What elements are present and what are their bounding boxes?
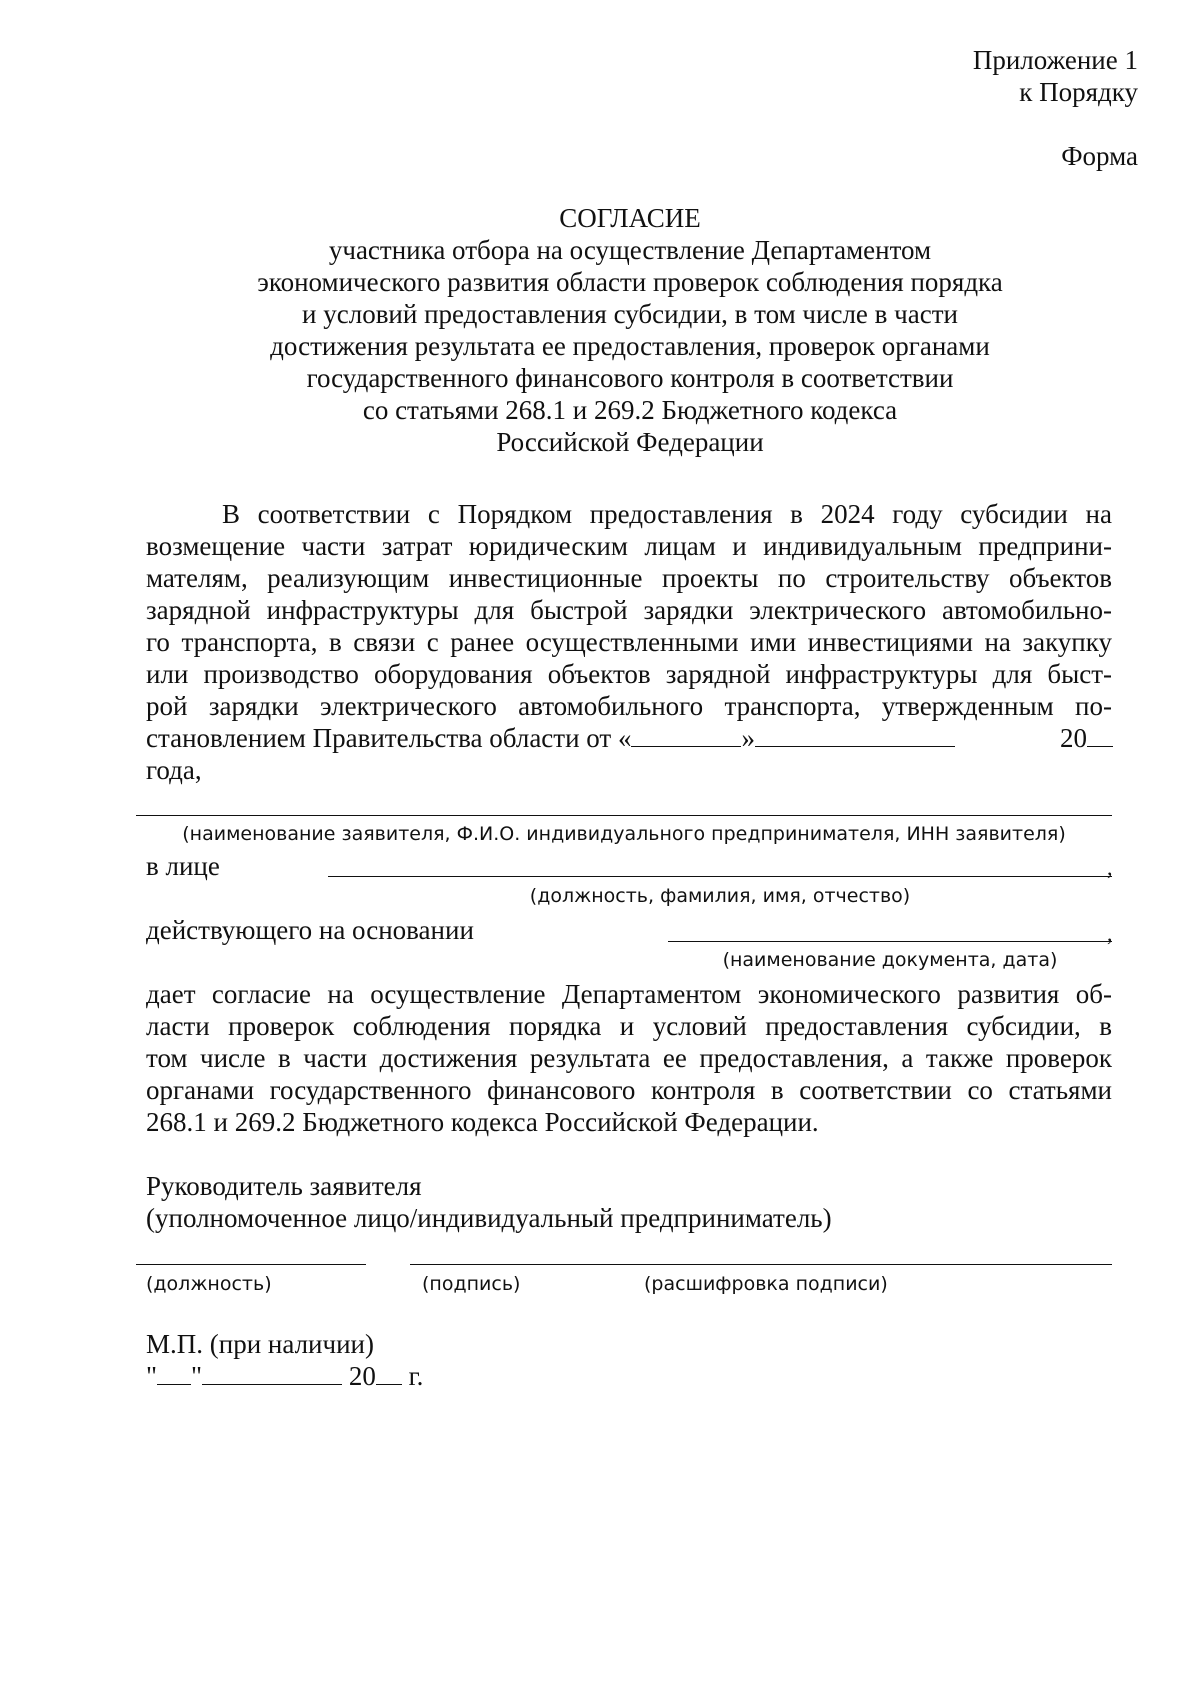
paragraph-line: мателям, реализующим инвестиционные проекты по строительству объектов <box>146 563 1112 593</box>
in-person-comma: , <box>1107 855 1113 880</box>
in-person-label: в лице <box>146 851 220 881</box>
position-caption: (должность) <box>146 1273 272 1295</box>
paragraph-line: В соответствии с Порядком предоставления в 2024 году субсидии на <box>222 499 1112 529</box>
title-line: участника отбора на осуществление Департаментом <box>328 235 932 265</box>
title-line: достижения результата ее предоставления, проверок органами <box>270 331 990 361</box>
title-line: государственного финансового контроля в соответствии <box>306 363 954 393</box>
signature-field[interactable] <box>410 1264 1112 1265</box>
paragraph-line: или производство оборудования объектов зарядной инфраструктуры для быст- <box>146 659 1112 689</box>
year-word: года, <box>146 755 202 785</box>
acting-comma: , <box>1107 921 1113 946</box>
title-line: экономического развития области проверок соблюдения порядка <box>257 267 1003 297</box>
consent-last-line: 268.1 и 269.2 Бюджетного кодекса Российской Федерации. <box>146 1107 819 1137</box>
title-heading: СОГЛАСИЕ <box>559 203 701 233</box>
head-sublabel: (уполномоченное лицо/индивидуальный предприниматель) <box>146 1203 832 1233</box>
date-suffix: г. <box>408 1361 424 1391</box>
stamp-label: М.П. (при наличии) <box>146 1329 374 1359</box>
date-quote-open: " <box>146 1361 158 1391</box>
date-day-blank[interactable] <box>157 1360 191 1385</box>
quote-close: » <box>741 723 755 753</box>
paragraph-line: го транспорта, в связи с ранее осуществленными ими инвестициями на закупку <box>146 627 1112 657</box>
resolution-prefix: становлением Правительства области от « <box>146 723 632 753</box>
date-quote-close: " <box>191 1361 203 1391</box>
resolution-month-blank[interactable] <box>755 722 955 747</box>
acting-label: действующего на основании <box>146 915 474 945</box>
decoding-caption: (расшифровка подписи) <box>644 1273 888 1295</box>
date-month-blank[interactable] <box>202 1360 342 1385</box>
consent-line: том числе в части достижения результата ее предоставления, а также проверок <box>146 1043 1112 1073</box>
title-line: и условий предоставления субсидии, в том числе в части <box>302 299 958 329</box>
acting-basis-field[interactable] <box>668 941 1112 942</box>
position-field[interactable] <box>136 1264 366 1265</box>
paragraph-line: рой зарядки электрического автомобильного транспорта, утвержденным по- <box>146 691 1112 721</box>
signature-date <box>146 1360 423 1392</box>
date-year-blank[interactable] <box>376 1360 402 1385</box>
year-prefix: 20 <box>1060 723 1087 753</box>
acting-caption: (наименование документа, дата) <box>722 949 1058 971</box>
consent-line: ласти проверок соблюдения порядка и условий предоставления субсидии, в <box>146 1011 1112 1041</box>
resolution-day-blank[interactable] <box>631 722 741 747</box>
appendix-header <box>973 44 1138 108</box>
appendix-number: Приложение 1 <box>972 45 1138 75</box>
applicant-caption: (наименование заявителя, Ф.И.О. индивидуального предпринимателя, ИНН заявителя) <box>182 823 1066 845</box>
paragraph-line: зарядной инфраструктуры для быстрой зарядки электрического автомобильно- <box>146 595 1112 625</box>
consent-line: органами государственного финансового контроля в соответствии со статьями <box>146 1075 1112 1105</box>
in-person-field[interactable] <box>328 876 1112 877</box>
applicant-name-field[interactable] <box>136 815 1112 816</box>
title-line: Российской Федерации <box>496 427 764 457</box>
resolution-date-line <box>146 722 955 754</box>
resolution-year-blank[interactable] <box>1087 722 1113 747</box>
paragraph-line: возмещение части затрат юридическим лицам и индивидуальным предприни- <box>146 531 1112 561</box>
document-title <box>150 202 1110 458</box>
in-person-caption: (должность, фамилия, имя, отчество) <box>529 885 911 907</box>
date-year-prefix: 20 <box>348 1361 376 1391</box>
signature-caption: (подпись) <box>422 1273 521 1295</box>
title-line: со статьями 268.1 и 269.2 Бюджетного кодекса <box>362 395 898 425</box>
form-label: Форма <box>1061 141 1138 171</box>
resolution-year <box>1060 722 1113 754</box>
head-label: Руководитель заявителя <box>146 1171 422 1201</box>
appendix-reference: к Порядку <box>1019 77 1138 107</box>
consent-line: дает согласие на осуществление Департаментом экономического развития об- <box>146 979 1112 1009</box>
